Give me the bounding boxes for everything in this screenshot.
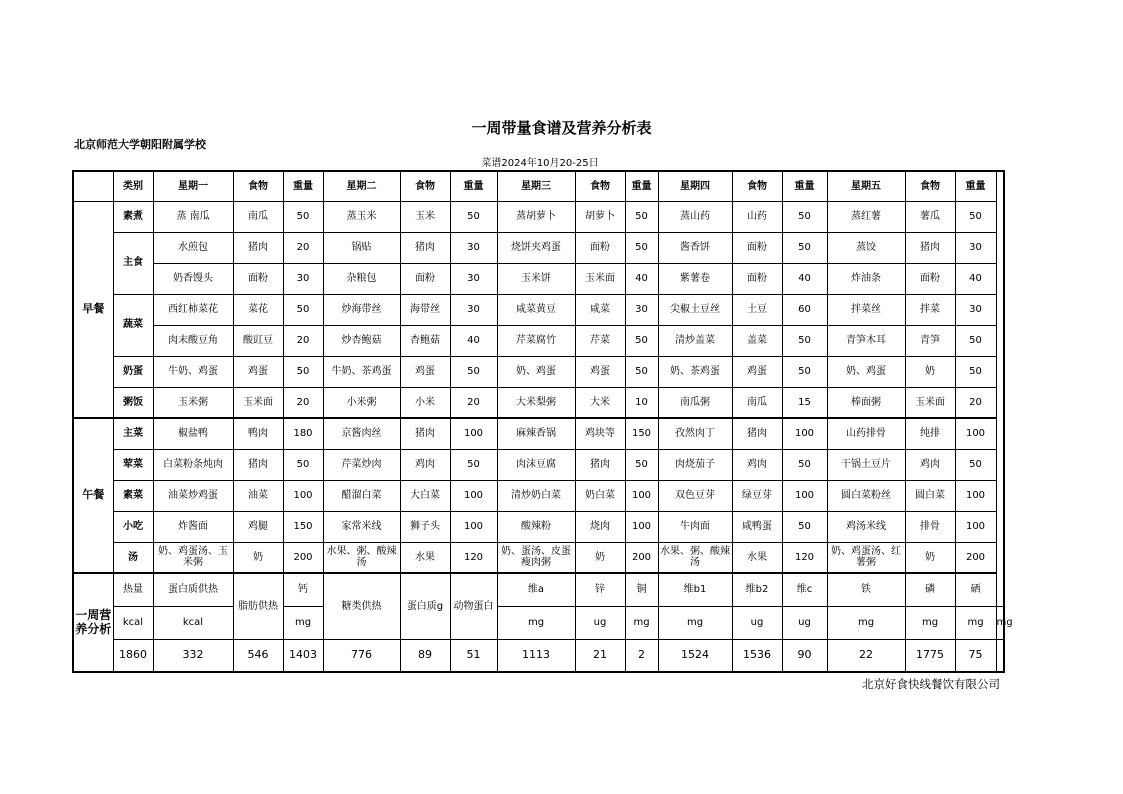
column-header: 星期四 bbox=[658, 171, 732, 201]
menu-cell: 海带丝 bbox=[400, 294, 450, 325]
menu-cell: 奶、鸡蛋汤、红薯粥 bbox=[827, 542, 905, 573]
menu-cell: 50 bbox=[450, 449, 497, 480]
nutrient-unit: mg bbox=[905, 606, 955, 639]
menu-cell: 蒸饺 bbox=[827, 232, 905, 263]
menu-cell: 水果 bbox=[400, 542, 450, 573]
menu-cell: 50 bbox=[625, 201, 658, 232]
nutrient-name: 维c bbox=[782, 573, 827, 606]
nutrient-value: 90 bbox=[782, 639, 827, 672]
menu-cell: 咸鸭蛋 bbox=[732, 511, 782, 542]
menu-cell: 鸡肉 bbox=[905, 449, 955, 480]
menu-cell: 50 bbox=[283, 294, 323, 325]
menu-cell: 50 bbox=[782, 511, 827, 542]
menu-cell: 咸菜黄豆 bbox=[497, 294, 575, 325]
menu-cell: 200 bbox=[625, 542, 658, 573]
menu-cell: 水果、粥、酸辣汤 bbox=[658, 542, 732, 573]
menu-cell: 猪肉 bbox=[400, 418, 450, 449]
menu-cell: 30 bbox=[450, 263, 497, 294]
menu-cell: 圆白菜 bbox=[905, 480, 955, 511]
menu-cell: 菜花 bbox=[233, 294, 283, 325]
category-label: 素菜 bbox=[113, 480, 153, 511]
menu-cell: 双色豆芽 bbox=[658, 480, 732, 511]
column-header: 食物 bbox=[732, 171, 782, 201]
menu-cell: 50 bbox=[955, 325, 996, 356]
column-header: 重量 bbox=[955, 171, 996, 201]
nutrient-unit: ug bbox=[575, 606, 625, 639]
menu-cell: 玉米 bbox=[400, 201, 450, 232]
menu-cell: 面粉 bbox=[732, 263, 782, 294]
menu-cell: 100 bbox=[450, 418, 497, 449]
menu-cell: 100 bbox=[955, 418, 996, 449]
menu-cell: 鸡蛋 bbox=[233, 356, 283, 387]
nutrient-value: 776 bbox=[323, 639, 400, 672]
category-label: 主菜 bbox=[113, 418, 153, 449]
column-header: 星期一 bbox=[153, 171, 233, 201]
table-row bbox=[73, 263, 1004, 294]
menu-cell: 面粉 bbox=[732, 232, 782, 263]
category-label: 汤 bbox=[113, 542, 153, 573]
meal-header-blank bbox=[73, 171, 113, 201]
menu-cell: 200 bbox=[283, 542, 323, 573]
nutrient-value: 1860 bbox=[113, 639, 153, 672]
menu-cell: 油菜炒鸡蛋 bbox=[153, 480, 233, 511]
menu-cell: 大白菜 bbox=[400, 480, 450, 511]
menu-cell: 鸡汤米线 bbox=[827, 511, 905, 542]
menu-cell: 圆白菜粉丝 bbox=[827, 480, 905, 511]
menu-cell: 炸油条 bbox=[827, 263, 905, 294]
menu-cell: 100 bbox=[782, 418, 827, 449]
menu-cell: 20 bbox=[955, 387, 996, 418]
menu-cell: 南瓜 bbox=[732, 387, 782, 418]
menu-cell: 猪肉 bbox=[575, 449, 625, 480]
menu-cell: 排骨 bbox=[905, 511, 955, 542]
company-name: 北京好食快线餐饮有限公司 bbox=[862, 677, 1000, 691]
menu-cell: 青笋木耳 bbox=[827, 325, 905, 356]
nutrient-value: 75 bbox=[955, 639, 996, 672]
column-header: 类别 bbox=[113, 171, 153, 201]
menu-cell: 酸辣粉 bbox=[497, 511, 575, 542]
meal-label: 早餐 bbox=[73, 201, 113, 418]
menu-cell: 山药 bbox=[732, 201, 782, 232]
menu-cell: 猪肉 bbox=[233, 449, 283, 480]
school-name: 北京师范大学朝阳附属学校 bbox=[74, 138, 206, 151]
menu-cell: 炸酱面 bbox=[153, 511, 233, 542]
nutrient-unit: mg bbox=[658, 606, 732, 639]
menu-cell: 奶、鸡蛋汤、玉米粥 bbox=[153, 542, 233, 573]
column-header: 重量 bbox=[283, 171, 323, 201]
nutrient-value: 22 bbox=[827, 639, 905, 672]
nutrient-unit: ug bbox=[732, 606, 782, 639]
nutrition-name-row bbox=[73, 573, 1004, 606]
menu-cell: 奶 bbox=[575, 542, 625, 573]
menu-cell: 20 bbox=[283, 232, 323, 263]
menu-cell: 烧肉 bbox=[575, 511, 625, 542]
menu-cell: 奶、茶鸡蛋 bbox=[658, 356, 732, 387]
menu-cell: 面粉 bbox=[575, 232, 625, 263]
menu-cell: 棒面粥 bbox=[827, 387, 905, 418]
table-row bbox=[73, 418, 1004, 449]
nutrient-name: 锌 bbox=[575, 573, 625, 606]
nutrient-unit: mg bbox=[955, 606, 996, 639]
nutrient-name: 磷 bbox=[905, 573, 955, 606]
menu-cell: 奶、鸡蛋 bbox=[827, 356, 905, 387]
nutrient-unit: mg bbox=[283, 606, 323, 639]
nutrient-value: 1113 bbox=[497, 639, 575, 672]
nutrient-name: 铜 bbox=[625, 573, 658, 606]
menu-cell: 50 bbox=[283, 449, 323, 480]
menu-cell: 50 bbox=[625, 232, 658, 263]
menu-cell: 牛肉面 bbox=[658, 511, 732, 542]
menu-cell: 酱香饼 bbox=[658, 232, 732, 263]
menu-cell: 100 bbox=[450, 480, 497, 511]
nutrient-unit: kcal bbox=[113, 606, 153, 639]
menu-cell: 30 bbox=[450, 294, 497, 325]
menu-cell: 200 bbox=[955, 542, 996, 573]
menu-cell: 奶香馒头 bbox=[153, 263, 233, 294]
menu-cell: 杏鲍菇 bbox=[400, 325, 450, 356]
menu-cell: 猪肉 bbox=[400, 232, 450, 263]
menu-cell: 烧饼夹鸡蛋 bbox=[497, 232, 575, 263]
menu-cell: 清炒奶白菜 bbox=[497, 480, 575, 511]
menu-cell: 肉烧茄子 bbox=[658, 449, 732, 480]
menu-cell: 薯瓜 bbox=[905, 201, 955, 232]
nutrient-name: 脂肪供热 bbox=[233, 573, 283, 639]
menu-cell: 50 bbox=[782, 449, 827, 480]
column-header: 重量 bbox=[782, 171, 827, 201]
nutrient-unit: mg bbox=[827, 606, 905, 639]
menu-cell: 10 bbox=[625, 387, 658, 418]
menu-cell: 40 bbox=[450, 325, 497, 356]
category-label: 荤菜 bbox=[113, 449, 153, 480]
menu-cell: 50 bbox=[450, 356, 497, 387]
menu-cell: 100 bbox=[782, 480, 827, 511]
menu-cell: 玉米面 bbox=[905, 387, 955, 418]
nutrient-name: 铁 bbox=[827, 573, 905, 606]
menu-cell: 面粉 bbox=[233, 263, 283, 294]
meal-label: 午餐 bbox=[73, 418, 113, 573]
menu-cell: 50 bbox=[283, 201, 323, 232]
menu-cell: 小米粥 bbox=[323, 387, 400, 418]
menu-cell: 蒸胡萝卜 bbox=[497, 201, 575, 232]
menu-cell: 鸭肉 bbox=[233, 418, 283, 449]
category-label: 粥饭 bbox=[113, 387, 153, 418]
menu-cell: 40 bbox=[625, 263, 658, 294]
nutrient-value: 21 bbox=[575, 639, 625, 672]
nutrition-value-row bbox=[73, 639, 1004, 672]
menu-cell: 鸡肉 bbox=[400, 449, 450, 480]
table-row bbox=[73, 294, 1004, 325]
menu-cell: 120 bbox=[450, 542, 497, 573]
menu-cell: 奶 bbox=[905, 542, 955, 573]
menu-cell: 玉米饼 bbox=[497, 263, 575, 294]
menu-cell: 小米 bbox=[400, 387, 450, 418]
menu-cell: 猪肉 bbox=[732, 418, 782, 449]
nutrient-unit: ug bbox=[782, 606, 827, 639]
table-row bbox=[73, 480, 1004, 511]
column-header: 星期三 bbox=[497, 171, 575, 201]
menu-cell: 50 bbox=[782, 356, 827, 387]
table-row bbox=[73, 449, 1004, 480]
column-header: 食物 bbox=[905, 171, 955, 201]
menu-cell: 50 bbox=[955, 201, 996, 232]
menu-cell: 玉米粥 bbox=[153, 387, 233, 418]
menu-cell: 奶 bbox=[233, 542, 283, 573]
menu-cell: 100 bbox=[450, 511, 497, 542]
menu-cell: 大米梨粥 bbox=[497, 387, 575, 418]
menu-cell: 30 bbox=[625, 294, 658, 325]
page-title: 一周带量食谱及营养分析表 bbox=[471, 119, 652, 137]
menu-cell: 鸡蛋 bbox=[732, 356, 782, 387]
menu-cell: 拌菜丝 bbox=[827, 294, 905, 325]
menu-cell: 60 bbox=[782, 294, 827, 325]
menu-cell: 100 bbox=[625, 480, 658, 511]
column-header: 食物 bbox=[400, 171, 450, 201]
menu-cell: 山药排骨 bbox=[827, 418, 905, 449]
menu-cell: 鸡蛋 bbox=[575, 356, 625, 387]
menu-cell: 100 bbox=[955, 511, 996, 542]
table-row bbox=[73, 511, 1004, 542]
nutrient-value: 1775 bbox=[905, 639, 955, 672]
menu-cell: 尖椒土豆丝 bbox=[658, 294, 732, 325]
category-label: 奶蛋 bbox=[113, 356, 153, 387]
menu-cell: 鸡块等 bbox=[575, 418, 625, 449]
column-header: 重量 bbox=[625, 171, 658, 201]
table-row bbox=[73, 325, 1004, 356]
menu-cell: 清炒盖菜 bbox=[658, 325, 732, 356]
menu-cell: 面粉 bbox=[905, 263, 955, 294]
menu-cell: 50 bbox=[782, 232, 827, 263]
menu-cell: 50 bbox=[955, 356, 996, 387]
nutrition-label: 一周营养分析 bbox=[73, 573, 113, 672]
category-label: 素煮 bbox=[113, 201, 153, 232]
menu-cell: 牛奶、茶鸡蛋 bbox=[323, 356, 400, 387]
nutrient-name: 硒 bbox=[955, 573, 996, 606]
nutrient-name: 维b2 bbox=[732, 573, 782, 606]
menu-table bbox=[72, 170, 1013, 673]
menu-cell: 麻辣香锅 bbox=[497, 418, 575, 449]
menu-cell: 杂粮包 bbox=[323, 263, 400, 294]
menu-cell: 醋溜白菜 bbox=[323, 480, 400, 511]
table-row bbox=[73, 387, 1004, 418]
nutrient-value: 89 bbox=[400, 639, 450, 672]
category-label: 主食 bbox=[113, 232, 153, 294]
nutrient-value: 1524 bbox=[658, 639, 732, 672]
table-row bbox=[73, 232, 1004, 263]
menu-cell: 椒盐鸭 bbox=[153, 418, 233, 449]
menu-cell: 蒸 南瓜 bbox=[153, 201, 233, 232]
menu-cell: 蒸山药 bbox=[658, 201, 732, 232]
menu-cell: 家常米线 bbox=[323, 511, 400, 542]
nutrient-value: 546 bbox=[233, 639, 283, 672]
menu-cell: 40 bbox=[782, 263, 827, 294]
menu-cell: 孜然肉丁 bbox=[658, 418, 732, 449]
menu-cell: 40 bbox=[955, 263, 996, 294]
menu-date: 菜谱2024年10月20-25日 bbox=[481, 158, 599, 169]
nutrient-name: 钙 bbox=[283, 573, 323, 606]
table-row bbox=[73, 542, 1004, 573]
menu-cell: 土豆 bbox=[732, 294, 782, 325]
menu-cell: 水煎包 bbox=[153, 232, 233, 263]
menu-cell: 30 bbox=[955, 294, 996, 325]
menu-cell: 鸡肉 bbox=[732, 449, 782, 480]
menu-cell: 芹菜腐竹 bbox=[497, 325, 575, 356]
table-row bbox=[73, 201, 1004, 232]
nutrient-value: 2 bbox=[625, 639, 658, 672]
nutrition-unit-row bbox=[73, 606, 1004, 639]
menu-cell: 15 bbox=[782, 387, 827, 418]
menu-cell: 蒸红薯 bbox=[827, 201, 905, 232]
nutrient-value: 51 bbox=[450, 639, 497, 672]
menu-cell: 南瓜粥 bbox=[658, 387, 732, 418]
menu-cell: 绿豆芽 bbox=[732, 480, 782, 511]
menu-cell: 奶 bbox=[905, 356, 955, 387]
menu-cell: 酸豇豆 bbox=[233, 325, 283, 356]
menu-cell: 50 bbox=[450, 201, 497, 232]
column-header: 星期二 bbox=[323, 171, 400, 201]
menu-cell: 玉米面 bbox=[233, 387, 283, 418]
menu-cell: 30 bbox=[955, 232, 996, 263]
nutrient-name: 动物蛋白 bbox=[450, 573, 497, 639]
menu-cell: 猪肉 bbox=[905, 232, 955, 263]
menu-cell: 拌菜 bbox=[905, 294, 955, 325]
menu-cell: 50 bbox=[625, 356, 658, 387]
menu-cell: 50 bbox=[782, 325, 827, 356]
menu-cell: 白菜粉条炖肉 bbox=[153, 449, 233, 480]
menu-cell: 180 bbox=[283, 418, 323, 449]
menu-cell: 20 bbox=[450, 387, 497, 418]
nutrient-name: 蛋白质供热 bbox=[153, 573, 233, 606]
menu-cell: 肉末酸豆角 bbox=[153, 325, 233, 356]
menu-cell: 胡萝卜 bbox=[575, 201, 625, 232]
nutrient-name: 维a bbox=[497, 573, 575, 606]
menu-cell: 青笋 bbox=[905, 325, 955, 356]
menu-cell: 锅贴 bbox=[323, 232, 400, 263]
menu-cell: 50 bbox=[625, 325, 658, 356]
nutrient-value: 1403 bbox=[283, 639, 323, 672]
header-row bbox=[73, 171, 1004, 201]
nutrient-name: 蛋白质g bbox=[400, 573, 450, 639]
menu-cell: 面粉 bbox=[400, 263, 450, 294]
menu-cell: 奶白菜 bbox=[575, 480, 625, 511]
column-header: 星期五 bbox=[827, 171, 905, 201]
menu-cell: 水果、粥、酸辣汤 bbox=[323, 542, 400, 573]
menu-cell: 50 bbox=[283, 356, 323, 387]
menu-cell: 纯排 bbox=[905, 418, 955, 449]
menu-cell: 鸡蛋 bbox=[400, 356, 450, 387]
menu-cell: 南瓜 bbox=[233, 201, 283, 232]
menu-cell: 50 bbox=[782, 201, 827, 232]
menu-cell: 大米 bbox=[575, 387, 625, 418]
nutrient-value: 1536 bbox=[732, 639, 782, 672]
nutrient-name: 维b1 bbox=[658, 573, 732, 606]
nutrient-name: 热量 bbox=[113, 573, 153, 606]
column-header: 食物 bbox=[233, 171, 283, 201]
menu-cell: 水果 bbox=[732, 542, 782, 573]
menu-cell: 油菜 bbox=[233, 480, 283, 511]
menu-cell: 30 bbox=[450, 232, 497, 263]
nutrient-unit: kcal bbox=[153, 606, 233, 639]
menu-cell: 蒸玉米 bbox=[323, 201, 400, 232]
menu-cell: 奶、蛋汤、皮蛋瘦肉粥 bbox=[497, 542, 575, 573]
menu-cell: 牛奶、鸡蛋 bbox=[153, 356, 233, 387]
menu-cell: 炒海带丝 bbox=[323, 294, 400, 325]
menu-cell: 狮子头 bbox=[400, 511, 450, 542]
menu-cell: 芹菜 bbox=[575, 325, 625, 356]
menu-cell: 炒杏鲍菇 bbox=[323, 325, 400, 356]
menu-cell: 京酱肉丝 bbox=[323, 418, 400, 449]
menu-cell: 100 bbox=[625, 511, 658, 542]
category-label: 小吃 bbox=[113, 511, 153, 542]
menu-cell: 50 bbox=[955, 449, 996, 480]
menu-cell: 西红柿菜花 bbox=[153, 294, 233, 325]
menu-cell: 芹菜炒肉 bbox=[323, 449, 400, 480]
menu-cell: 鸡腿 bbox=[233, 511, 283, 542]
menu-cell: 50 bbox=[625, 449, 658, 480]
menu-cell: 猪肉 bbox=[233, 232, 283, 263]
category-label: 蔬菜 bbox=[113, 294, 153, 356]
column-header: 重量 bbox=[450, 171, 497, 201]
menu-cell: 咸菜 bbox=[575, 294, 625, 325]
menu-cell: 奶、鸡蛋 bbox=[497, 356, 575, 387]
table-row bbox=[73, 356, 1004, 387]
menu-cell: 玉米面 bbox=[575, 263, 625, 294]
menu-cell: 干锅土豆片 bbox=[827, 449, 905, 480]
menu-cell: 肉沫豆腐 bbox=[497, 449, 575, 480]
menu-cell: 100 bbox=[283, 480, 323, 511]
menu-cell: 20 bbox=[283, 387, 323, 418]
menu-cell: 30 bbox=[283, 263, 323, 294]
column-header: 食物 bbox=[575, 171, 625, 201]
menu-cell: 100 bbox=[955, 480, 996, 511]
nutrient-unit: mg bbox=[996, 606, 1004, 639]
nutrient-value: 332 bbox=[153, 639, 233, 672]
menu-cell: 150 bbox=[625, 418, 658, 449]
nutrient-name: 糖类供热 bbox=[323, 573, 400, 639]
menu-cell: 20 bbox=[283, 325, 323, 356]
menu-cell: 盖菜 bbox=[732, 325, 782, 356]
menu-cell: 150 bbox=[283, 511, 323, 542]
menu-cell: 紫薯卷 bbox=[658, 263, 732, 294]
menu-cell: 120 bbox=[782, 542, 827, 573]
nutrient-unit: mg bbox=[497, 606, 575, 639]
nutrient-unit: mg bbox=[625, 606, 658, 639]
